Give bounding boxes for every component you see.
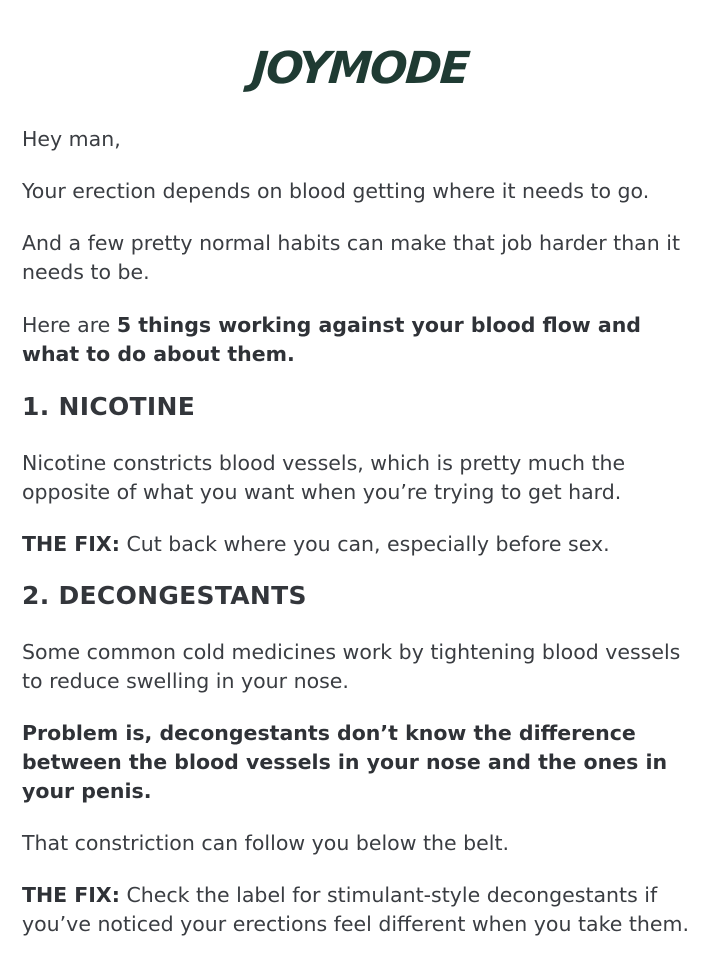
intro-paragraph-3 — [22, 311, 698, 369]
nicotine-fix — [22, 530, 698, 559]
greeting: Hey man, — [22, 127, 121, 151]
section-heading-nicotine: 1. NICOTINE — [22, 392, 196, 421]
intro-lead: Here are — [22, 313, 117, 337]
intro-paragraph-2: And a few pretty normal habits can make that job harder than it needs to be. — [22, 231, 680, 284]
fix-text: Cut back where you can, especially before sex. — [119, 532, 610, 556]
fix-text: Check the label for stimulant-style decongestants if you’ve noticed your erections feel different when you take them. — [22, 883, 689, 936]
intro-paragraph-1: Your erection depends on blood getting where it needs to go. — [22, 179, 650, 203]
decongestants-bold-note: Problem is, decongestants don’t know the difference between the blood vessels in your nose and the ones in your penis. — [22, 721, 668, 803]
joymode-logo[interactable]: JOYMODE — [250, 43, 470, 94]
decongestants-fix — [22, 881, 698, 939]
nicotine-body: Nicotine constricts blood vessels, which is pretty much the opposite of what you want when you’re trying to get hard. — [22, 451, 626, 504]
fix-label: THE FIX: — [22, 532, 120, 556]
section-heading-decongestants: 2. DECONGESTANTS — [22, 581, 307, 610]
fix-label: THE FIX: — [22, 883, 120, 907]
decongestants-body: Some common cold medicines work by tightening blood vessels to reduce swelling in your nose. — [22, 640, 681, 693]
intro-bold: 5 things working against your blood flow and what to do about them. — [22, 313, 641, 366]
decongestants-follow-up: That constriction can follow you below the belt. — [22, 831, 510, 855]
email-body — [22, 0, 698, 939]
